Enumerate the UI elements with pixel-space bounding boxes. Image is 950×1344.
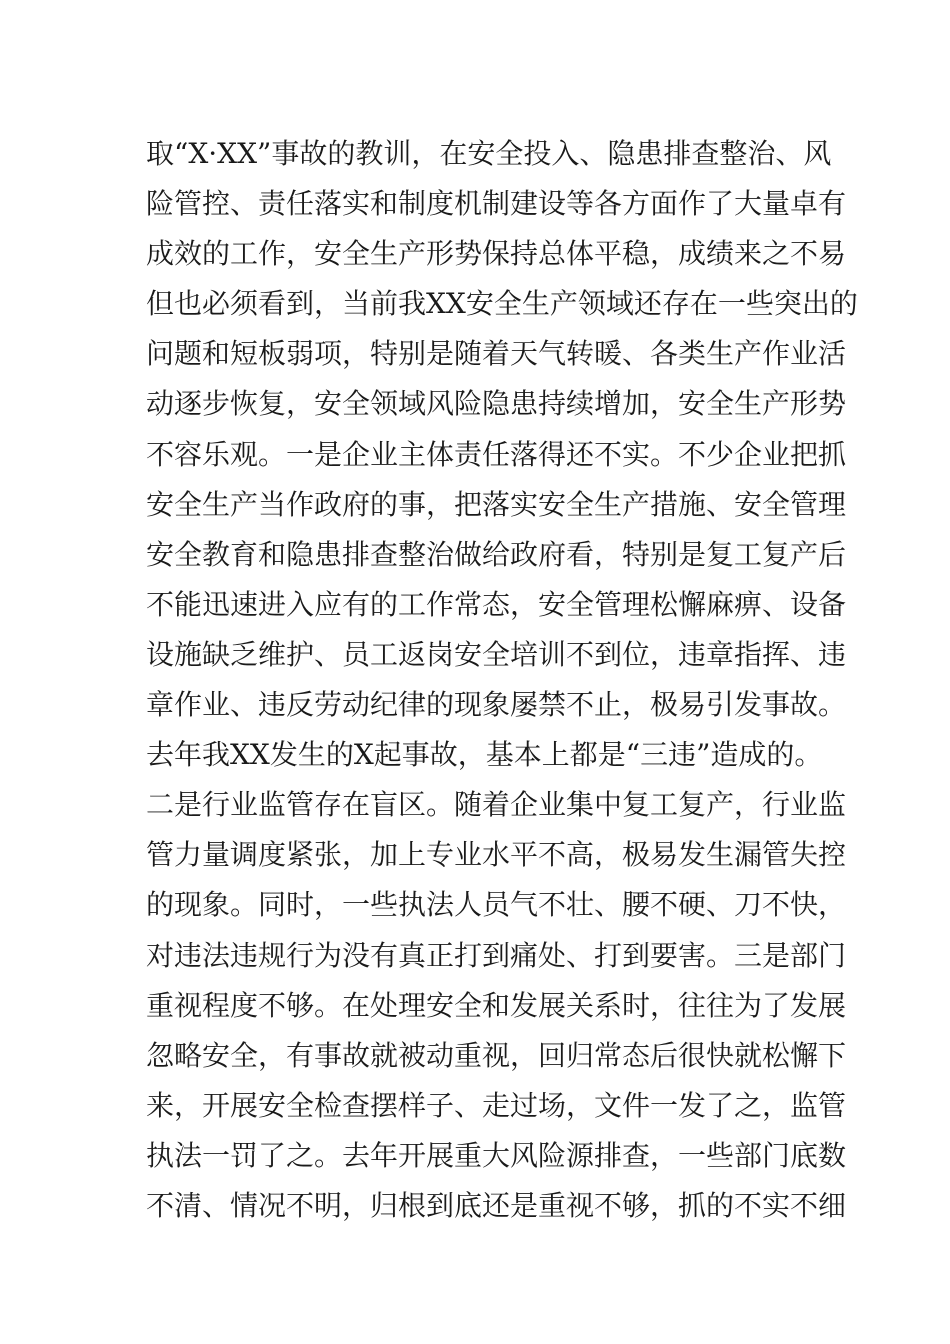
text-line: 但也必须看到，当前我XX安全生产领域还存在一些突出的 <box>146 287 858 321</box>
text-line: 动逐步恢复，安全领域风险隐患持续增加，安全生产形势 <box>146 387 847 421</box>
text-line: 管力量调度紧张，加上专业水平不高，极易发生漏管失控 <box>146 838 847 872</box>
text-line: 对违法违规行为没有真正打到痛处、打到要害。三是部门 <box>146 938 847 972</box>
text-line: 来，开展安全检查摆样子、走过场，文件一发了之，监管 <box>146 1088 847 1122</box>
text-line: 设施缺乏维护、员工返岗安全培训不到位，违章指挥、违 <box>146 637 847 671</box>
text-line: 去年我XX发生的X起事故，基本上都是“三违”造成的。 <box>146 738 823 772</box>
text-line: 安全生产当作政府的事，把落实安全生产措施、安全管理 <box>146 487 847 521</box>
text-line: 的现象。同时，一些执法人员气不壮、腰不硬、刀不快， <box>146 888 847 922</box>
text-line: 执法一罚了之。去年开展重大风险源排查，一些部门底数 <box>146 1138 847 1172</box>
text-line: 不清、情况不明，归根到底还是重视不够，抓的不实不细 <box>146 1188 847 1222</box>
text-line: 重视程度不够。在处理安全和发展关系时，往往为了发展 <box>146 988 847 1022</box>
body-text <box>146 129 858 1231</box>
text-line: 章作业、违反劳动纪律的现象屡禁不止，极易引发事故。 <box>146 688 847 722</box>
text-line: 成效的工作，安全生产形势保持总体平稳，成绩来之不易 <box>146 237 847 271</box>
text-line: 问题和短板弱项，特别是随着天气转暖、各类生产作业活 <box>146 337 847 371</box>
text-line: 不能迅速进入应有的工作常态，安全管理松懈麻痹、设备 <box>146 587 847 621</box>
text-line: 忽略安全，有事故就被动重视，回归常态后很快就松懈下 <box>146 1038 847 1072</box>
text-line: 二是行业监管存在盲区。随着企业集中复工复产，行业监 <box>146 788 847 822</box>
text-line: 不容乐观。一是企业主体责任落得还不实。不少企业把抓 <box>146 437 847 471</box>
text-line: 安全教育和隐患排查整治做给政府看，特别是复工复产后 <box>146 537 847 571</box>
text-line: 取“X·XX”事故的教训，在安全投入、隐患排查整治、风 <box>146 137 832 170</box>
text-line: 险管控、责任落实和制度机制建设等各方面作了大量卓有 <box>146 187 847 221</box>
